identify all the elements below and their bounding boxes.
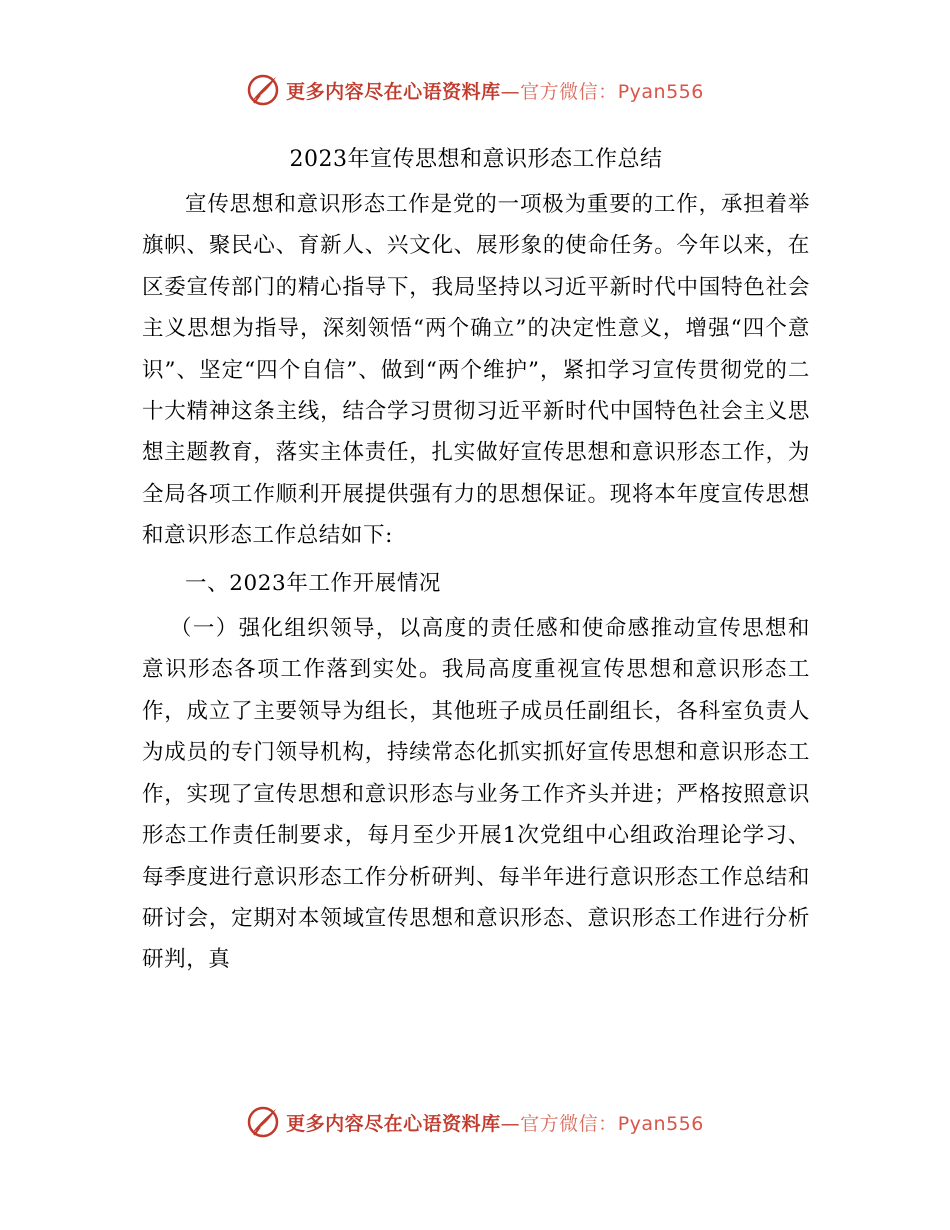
quill-logo-icon [246,1105,280,1139]
quill-logo-icon [246,73,280,107]
banner-dash: — [500,80,521,103]
intro-paragraph: 宣传思想和意识形态工作是党的一项极为重要的工作，承担着举旗帜、聚民心、育新人、兴文化、展形象的使命任务。今年以来，在区委宣传部门的精心指导下，我局坚持以习近平新时代中国特色社会主义思想为指导，深刻领悟“两个确立”的决定性意义，增强“四个意识”、坚定“四个自信”、做到“两个维护”，紧扣学习宣传贯彻党的二十大精神这条主线，结合学习贯彻习近平新时代中国特色社会主义思想主题教育，落实主体责任，扎实做好宣传思想和意识形态工作，为全局各项工作顺利开展提供强有力的思想保证。现将本年度宣传思想和意识形态工作总结如下: [142,192,810,549]
document-title: 2023年宣传思想和意识形态工作总结 [289,147,663,172]
banner-wechat-id: Pyan556 [617,80,704,103]
banner-dash: — [500,1112,521,1135]
banner-text [286,77,704,104]
banner-wechat-id: Pyan556 [617,1112,704,1135]
banner-brand-text: 更多内容尽在心语资料库 [286,80,501,103]
banner-text [286,1109,704,1136]
section-heading: 一、2023年工作开展情况 [185,570,442,596]
banner-brand-text: 更多内容尽在心语资料库 [286,1112,501,1135]
document-body [142,138,810,981]
section-paragraph: （一）强化组织领导，以高度的责任感和使命感推动宣传思想和意识形态各项工作落到实处。我局高度重视宣传思想和意识形态工作，成立了主要领导为组长，其他班子成员任副组长，各科室负责人为成员的专门领导机构，持续常态化抓实抓好宣传思想和意识形态工作，实现了宣传思想和意识形态与业务工作齐头并进；严格按照意识形态工作责任制要求，每月至少开展1次党组中心组政治理论学习、每季度进行意识形态工作分析研判、每半年进行意识形态工作总结和研讨会，定期对本领域宣传思想和意识形态、意识形态工作进行分析研判，真 [142,616,810,973]
banner-label: 官方微信： [520,1112,618,1135]
footer-banner [0,1100,950,1144]
banner-label: 官方微信： [520,80,618,103]
header-banner [0,68,950,112]
